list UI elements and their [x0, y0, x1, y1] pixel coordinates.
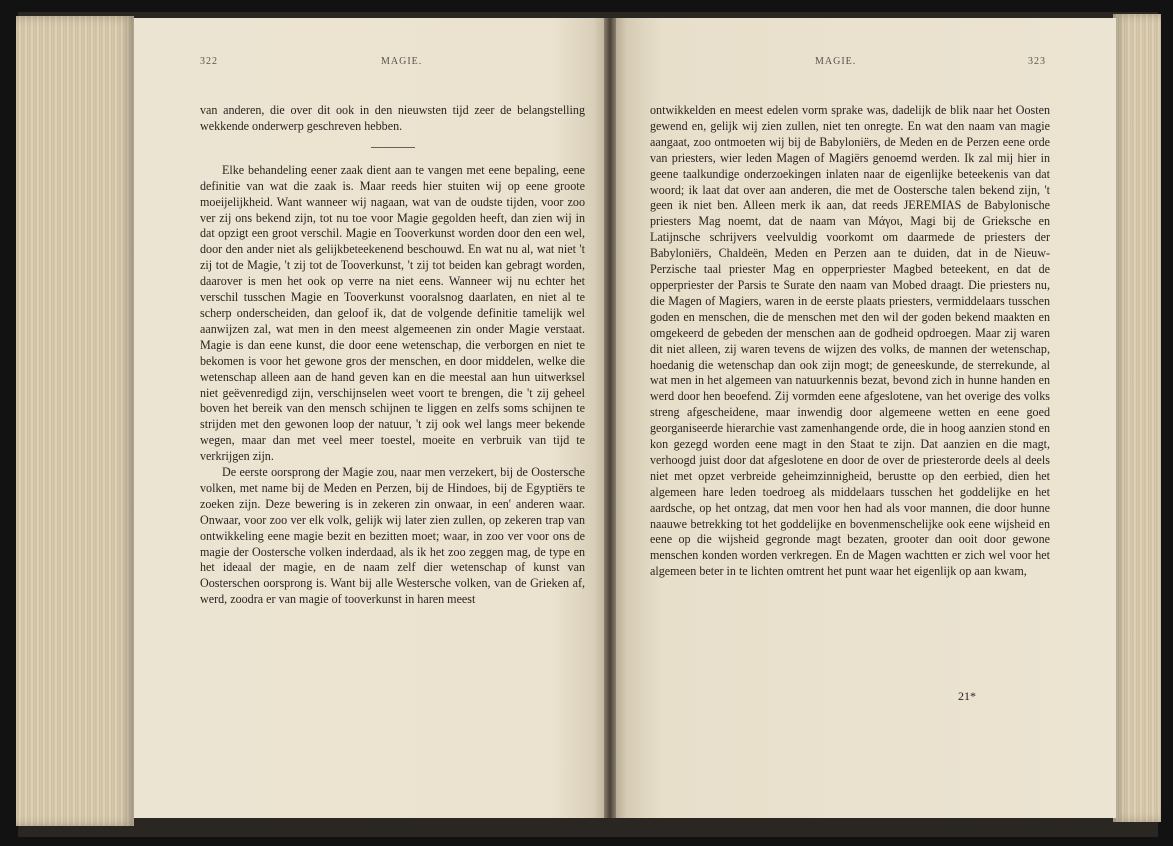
- left-page-text: [200, 103, 585, 608]
- left-paragraph-1: van anderen, die over dit ook in den nieuwsten tijd zeer de belangstelling wekkende onderwerp geschreven hebben.: [200, 103, 585, 133]
- left-running-head: MAGIE.: [381, 56, 423, 67]
- right-paragraph-1: ontwikkelden en meest edelen vorm sprake was, dadelijk de blik naar het Oosten gewend en, gelijk wij zien zullen, niet ten onregte. En wat den naam van magie aangaat, zoo ontmoeten wij bij de Babyloniërs, de Meden en de Perzen eene orde van priesters, wier leden Magen of Magiërs genoemd werden. Ik zal mij hier in geene taalkundige onderzoekingen inlaten naar de eigenlijke beteekenis van dat woord; ik laat dat over aan anderen, die met de Oostersche talen bekend zijn, 't geen ik niet ben. Alleen merk ik aan, dat reeds JEREMIAS de Babylonische priesters Mag noemt, dat de naam van Μάγοι, Magi bij de Grieksche en Latijnsche schrijvers veelvuldig voorkomt om daarmede de priesters der Babyloniërs, Chaldeën, Meden en Perzen aan te duiden, dat in de Nieuw-Perzische taal priester Mag en opperpriester Magbed beteekent, en dat de opperpriester der Parsis te Surate den naam van Mobed draagt. Die priesters nu, die Magen of Magiers, waren in de eerste plaats priesters, vermiddelaars tusschen goden en menschen, die de menschen met den wil der goden bekend maakten en omgekeerd de gebeden der menschen aan de godheid opdroegen. Maar zij waren dit niet alleen, zij waren tevens de wijzen des volks, de mannen der wetenschap, hoedanig die wetenschap dan ook zijn mogt; de geneeskunde, de sterrekunde, al wat men in het algemeen van natuurkennis bezat, bevond zich in hunne handen en werd door hen beoefend. Zij vormden eene afgeslotene, van het overige des volks streng afgescheidene, maar inwendig door algemeene wetten en eene goed georganiseerde hierarchie vast zamenhangende orde, die in hoog aanzien stond en kon gezegd worden eene magt in den Staat te zijn. Dat aanzien en die magt, verhoogd juist door dat afgeslotene en door de over de priesterorde deels al deels niet met opzet verbreide geheimzinnigheid, berustte op den eerbied, dien het algemeen hare leden toedroeg als middelaars tusschen het goddelijke en het aardsche, op het ontzag, dat men voor hen had als voor mannen, die door hunne naauwe betrekking tot het goddelijke en bovenmenschelijke ook eene wijsheid en eene op die wijsheid gegronde magt bezaten, grooter dan ooit door gewone menschen konden worden verkregen. En de Magen wachtten er zich wel voor het algemeen beter in te lichten omtrent het punt waar het eigenlijk op aan kwam,: [650, 103, 1050, 579]
- right-page-number: 323: [1028, 56, 1046, 67]
- left-page-number: 322: [200, 56, 218, 67]
- left-paragraph-2: Elke behandeling eener zaak dient aan te vangen met eene bepaling, eene definitie van wat die zaak is. Maar reeds hier stuiten wij op eene groote moeijelijkheid. Want wanneer wij nagaan, wat van de oudste tijden, voor zoo ver zij ons bekend zijn, tot nu toe voor Magie gegolden heeft, dan zien wij in dat opzigt een groot verschil. Magie en Tooverkunst worden door den een wel, door den ander niet als gelijkbeteekenend beschouwd. En wat nu al, wat niet 't zij tot de Magie, 't zij tot de Tooverkunst, 't zij tot beiden kan gebragt worden, daarover is men het ook op verre na niet eens. Wanneer wij nu echter het verschil tusschen Magie en Tooverkunst vooralsnog daarlaten, en niet al te scherp onderscheiden, dan geloof ik, dat de volgende definitie tamelijk wel aanwijzen zal, wat men in den meest algemeenen zin onder Magie verstaat. Magie is dan eene kunst, die door eene wetenschap, die verborgen en niet te bekomen is voor het gewone gros der menschen, en door middelen, welke die wetenschap alleen aan de hand geven kan en die meestal aan hun uitwerksel niet geëvenredigd zijn, verschijnselen weet voort te brengen, die 't zij geheel boven het bereik van den mensch schijnen te liggen en zelfs soms schijnen te strijden met den gewonen loop der natuur, 't zij ook wel langs meer bekende wegen, maar dan met veel meer toestel, moeite en verbruik van tijd te verkrijgen zijn.: [200, 162, 585, 464]
- page-edges-left: [16, 16, 134, 826]
- right-running-head: MAGIE.: [815, 56, 857, 67]
- right-page-text: [650, 103, 1050, 580]
- page-edges-right: [1113, 14, 1161, 822]
- section-divider: [371, 147, 415, 148]
- book-gutter: [604, 18, 616, 818]
- left-paragraph-3: De eerste oorsprong der Magie zou, naar men verzekert, bij de Oostersche volken, met name bij de Meden en Perzen, bij de Hindoes, bij de Egyptiërs te zoeken zijn. Deze bewering is in zekeren zin onwaar, in een' anderen waar. Onwaar, voor zoo ver elk volk, gelijk wij later zien zullen, op zekeren trap van ontwikkeling eene magie bezit en bezitten moet; waar, in zoo ver voor ons de magie der Oostersche volken inderdaad, als ik het zoo zeggen mag, de type en het ideaal der magie, en de naam zelf dier wetenschap of kunst van Oosterschen oorsprong is. Want bij alle Westersche volken, van de Grieken af, werd, zoodra er van magie of tooverkunst in haren meest: [200, 465, 585, 607]
- signature-mark: 21*: [958, 689, 976, 703]
